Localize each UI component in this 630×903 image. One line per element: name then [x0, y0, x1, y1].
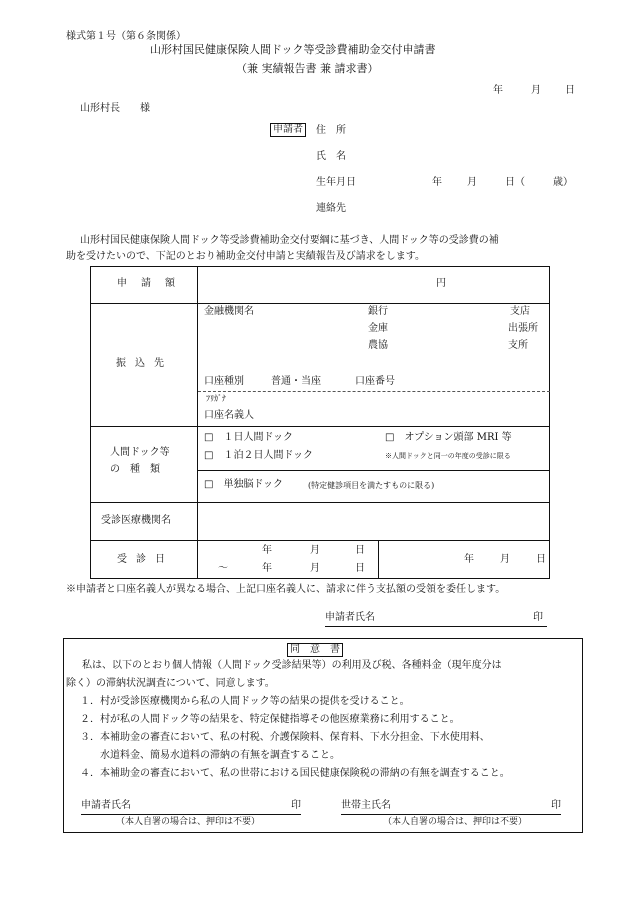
signature-seal: 印 [533, 612, 543, 623]
form-number: 様式第１号（第６条関係） [66, 31, 186, 42]
consent-householder-note: （本人自署の場合は、押印は不要） [383, 817, 528, 827]
intro-line-2: 助を受けたいので、下記のとおり補助金交付申請と実績報告及び請求をします。 [66, 251, 425, 262]
furigana-label: ﾌﾘｶﾞﾅ [206, 394, 226, 403]
contact-label: 連絡先 [316, 203, 346, 214]
visit-second-month: 月 [500, 554, 510, 565]
consent-applicant-seal: 印 [291, 800, 301, 811]
consent-intro-1: 私は、以下のとおり個人情報（人間ドック受診結果等）の利用及び税、各種料金（現年度分は [82, 660, 502, 671]
brain-dock-note: (特定健診項目を満たすものに限る) [308, 481, 435, 490]
consent-householder-sig: 世帯主氏名 [341, 800, 391, 811]
account-number-label: 口座番号 [355, 376, 395, 387]
account-type-value: 普通・当座 [271, 376, 321, 387]
consent-item-1: １．村が受診医療機関から私の人間ドック等の結果の提供を受けること。 [80, 696, 410, 707]
name-label: 氏 名 [316, 151, 346, 162]
visit-to-year: 年 [262, 563, 272, 574]
visit-tilde: ～ [218, 563, 228, 574]
dock-type-label-1: 人間ドック等 [110, 447, 170, 458]
date-day: 日 [565, 85, 575, 96]
bank-type-2: 金庫 [368, 323, 388, 334]
transfer-label: 振込先 [116, 358, 173, 369]
consent-applicant-note: （本人自署の場合は、押印は不要） [116, 817, 261, 827]
age-label: 歳） [553, 177, 573, 188]
visit-from-year: 年 [262, 545, 272, 556]
visit-second-year: 年 [464, 554, 474, 565]
birth-year: 年 [432, 177, 442, 188]
consent-item-3-cont: 水道料金、簡易水道料の滞納の有無を調査すること。 [80, 750, 340, 761]
option-overnight-dock[interactable]: □ １泊２日人間ドック [204, 450, 314, 461]
branch-type-1: 支店 [510, 306, 530, 317]
dock-type-label-2: の 種 類 [110, 464, 160, 475]
visit-second-day: 日 [536, 554, 546, 565]
mri-note: ※人間ドックと同一の年度の受診に限る [385, 452, 511, 460]
consent-householder-seal: 印 [551, 800, 561, 811]
branch-type-2: 出張所 [508, 323, 538, 334]
applicant-label: 申請者 [270, 123, 306, 137]
intro-line-1: 山形村国民健康保険人間ドック等受診費補助金交付要綱に基づき、人間ドック等の受診費の補 [80, 235, 499, 246]
birth-day: 日（ [505, 177, 525, 188]
delegation-note: ※申請者と口座名義人が異なる場合、上記口座名義人に、請求に伴う支払額の受領を委任します。 [66, 584, 506, 595]
option-day-dock[interactable]: □ １日人間ドック [204, 432, 294, 443]
birth-month: 月 [467, 177, 477, 188]
bank-name-label: 金融機関名 [204, 306, 254, 317]
amount-unit: 円 [436, 278, 446, 289]
visit-date-label: 受診日 [117, 554, 174, 565]
application-table [90, 266, 550, 579]
consent-applicant-line [81, 814, 301, 815]
consent-householder-line [341, 814, 561, 815]
option-mri[interactable]: □ オプション頭部 MRI 等 [385, 432, 512, 443]
date-month: 月 [531, 85, 541, 96]
branch-type-3: 支所 [508, 340, 528, 351]
visit-to-day: 日 [355, 563, 365, 574]
institution-label: 受診医療機関名 [101, 515, 171, 526]
signature-label: 申請者氏名 [325, 612, 375, 623]
consent-item-3: ３．本補助金の審査において、私の村税、介護保険料、保育料、下水分担金、下水使用料、 [80, 732, 490, 743]
page-title: 山形村国民健康保険人間ドック等受診費補助金交付申請書 [150, 43, 436, 56]
option-brain-dock[interactable]: □ 単独脳ドック [204, 479, 284, 490]
account-type-label: 口座種別 [204, 376, 244, 387]
consent-title: 同 意 書 [287, 643, 343, 657]
visit-from-day: 日 [355, 545, 365, 556]
birthdate-label: 生年月日 [316, 177, 356, 188]
addressee: 山形村長 様 [80, 103, 150, 114]
bank-type-3: 農協 [368, 340, 388, 351]
visit-from-month: 月 [310, 545, 320, 556]
consent-intro-2: 除く）の滞納状況調査について、同意します。 [66, 678, 275, 689]
address-label: 住 所 [316, 125, 346, 136]
page-subtitle: （兼 実績報告書 兼 請求書） [236, 62, 379, 75]
consent-item-2: ２．村が私の人間ドック等の結果を、特定保健指導その他医療業務に利用すること。 [80, 714, 460, 725]
visit-to-month: 月 [310, 563, 320, 574]
bank-type-1: 銀行 [368, 306, 388, 317]
consent-item-4: ４．本補助金の審査において、私の世帯における国民健康保険税の滞納の有無を調査すること。 [80, 768, 510, 779]
consent-applicant-sig: 申請者氏名 [81, 800, 131, 811]
signature-line [325, 626, 547, 627]
account-holder-label: 口座名義人 [204, 410, 254, 421]
date-year: 年 [493, 85, 503, 96]
amount-label: 申請額 [117, 278, 189, 289]
